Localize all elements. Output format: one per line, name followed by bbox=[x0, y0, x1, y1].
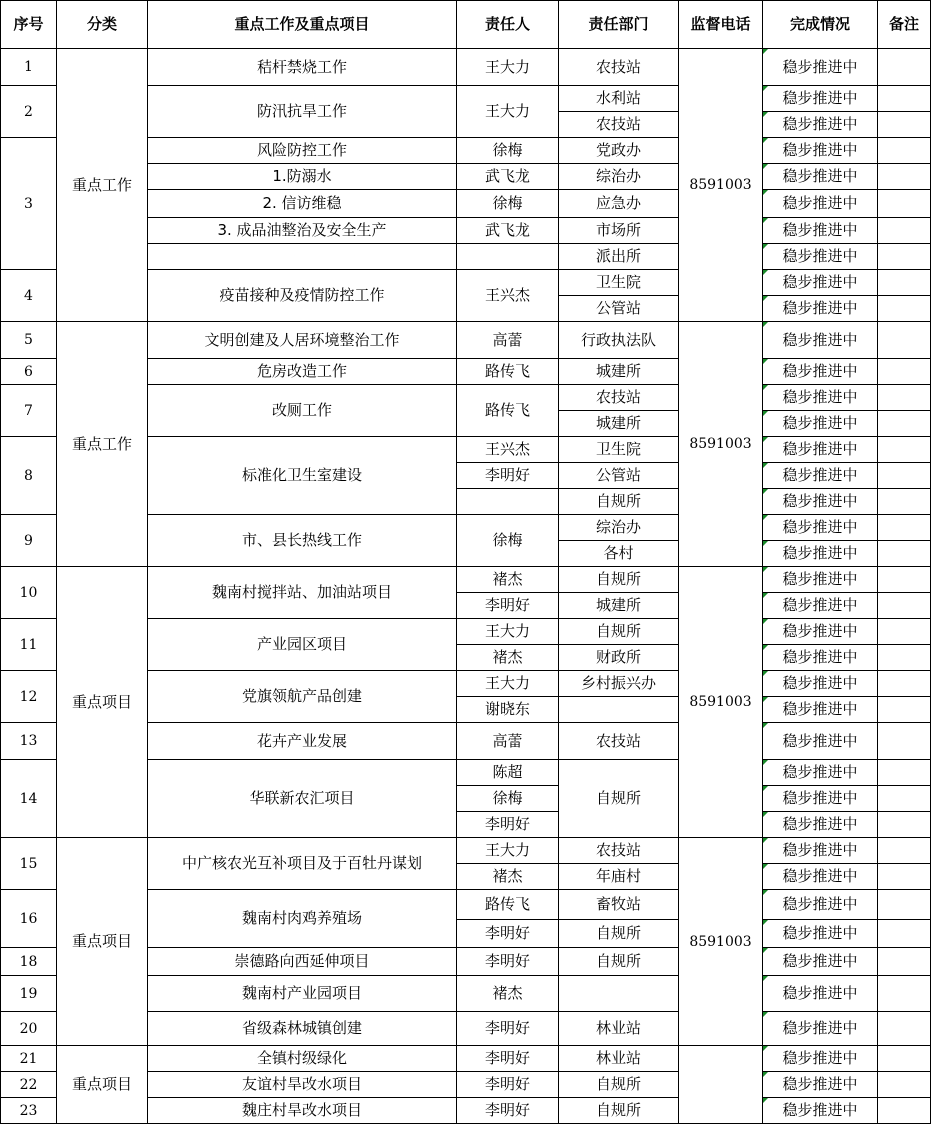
remarks-cell bbox=[878, 138, 931, 164]
remarks-cell bbox=[878, 812, 931, 838]
responsible-person: 王大力 bbox=[457, 671, 559, 697]
category-cell: 重点项目 bbox=[57, 838, 148, 1046]
responsible-person: 高蕾 bbox=[457, 322, 559, 359]
completion-status: 稳步推进中 bbox=[763, 619, 878, 645]
item-number: 21 bbox=[1, 1046, 57, 1072]
responsible-person: 王兴杰 bbox=[457, 270, 559, 322]
completion-status: 稳步推进中 bbox=[763, 812, 878, 838]
header-cell: 监督电话 bbox=[679, 1, 763, 49]
responsible-department: 综治办 bbox=[559, 515, 679, 541]
responsible-person: 徐梅 bbox=[457, 138, 559, 164]
responsible-department: 综治办 bbox=[559, 164, 679, 190]
item-name: 防汛抗旱工作 bbox=[148, 86, 457, 138]
remarks-cell bbox=[878, 1098, 931, 1124]
responsible-department: 卫生院 bbox=[559, 270, 679, 296]
responsible-department: 自规所 bbox=[559, 760, 679, 838]
responsible-person: 王大力 bbox=[457, 838, 559, 864]
responsible-person: 褚杰 bbox=[457, 976, 559, 1012]
responsible-person: 谢晓东 bbox=[457, 697, 559, 723]
category-cell: 重点项目 bbox=[57, 1046, 148, 1124]
item-number: 7 bbox=[1, 385, 57, 437]
responsible-person: 武飞龙 bbox=[457, 218, 559, 244]
item-name: 友谊村旱改水项目 bbox=[148, 1072, 457, 1098]
remarks-cell bbox=[878, 948, 931, 976]
responsible-department: 城建所 bbox=[559, 593, 679, 619]
completion-status: 稳步推进中 bbox=[763, 1046, 878, 1072]
item-name: 风险防控工作 bbox=[148, 138, 457, 164]
responsible-person: 王大力 bbox=[457, 619, 559, 645]
completion-status: 稳步推进中 bbox=[763, 1098, 878, 1124]
remarks-cell bbox=[878, 645, 931, 671]
item-number: 20 bbox=[1, 1012, 57, 1046]
responsible-department: 派出所 bbox=[559, 244, 679, 270]
responsible-department: 自规所 bbox=[559, 1098, 679, 1124]
remarks-cell bbox=[878, 920, 931, 948]
item-number: 5 bbox=[1, 322, 57, 359]
responsible-person bbox=[457, 244, 559, 270]
item-number: 22 bbox=[1, 1072, 57, 1098]
responsible-department: 城建所 bbox=[559, 411, 679, 437]
remarks-cell bbox=[878, 218, 931, 244]
remarks-cell bbox=[878, 1012, 931, 1046]
header-cell: 责任人 bbox=[457, 1, 559, 49]
completion-status: 稳步推进中 bbox=[763, 593, 878, 619]
completion-status: 稳步推进中 bbox=[763, 138, 878, 164]
responsible-department: 自规所 bbox=[559, 1072, 679, 1098]
remarks-cell bbox=[878, 437, 931, 463]
remarks-cell bbox=[878, 976, 931, 1012]
responsible-department: 行政执法队 bbox=[559, 322, 679, 359]
completion-status: 稳步推进中 bbox=[763, 49, 878, 86]
responsible-person bbox=[457, 489, 559, 515]
responsible-department: 农技站 bbox=[559, 112, 679, 138]
header-cell: 备注 bbox=[878, 1, 931, 49]
item-number: 6 bbox=[1, 359, 57, 385]
responsible-person: 徐梅 bbox=[457, 515, 559, 567]
responsible-person: 李明好 bbox=[457, 1046, 559, 1072]
responsible-department: 财政所 bbox=[559, 645, 679, 671]
completion-status: 稳步推进中 bbox=[763, 697, 878, 723]
item-name: 中广核农光互补项目及于百牡丹谋划 bbox=[148, 838, 457, 890]
remarks-cell bbox=[878, 86, 931, 112]
category-cell: 重点项目 bbox=[57, 567, 148, 838]
responsible-person: 路传飞 bbox=[457, 385, 559, 437]
responsible-department: 自规所 bbox=[559, 489, 679, 515]
remarks-cell bbox=[878, 515, 931, 541]
completion-status: 稳步推进中 bbox=[763, 1072, 878, 1098]
completion-status: 稳步推进中 bbox=[763, 948, 878, 976]
completion-status: 稳步推进中 bbox=[763, 218, 878, 244]
item-number: 23 bbox=[1, 1098, 57, 1124]
item-name: 改厕工作 bbox=[148, 385, 457, 437]
item-name bbox=[148, 244, 457, 270]
table-row bbox=[1, 1046, 931, 1072]
responsible-department: 畜牧站 bbox=[559, 890, 679, 920]
remarks-cell bbox=[878, 786, 931, 812]
completion-status: 稳步推进中 bbox=[763, 567, 878, 593]
item-number: 16 bbox=[1, 890, 57, 948]
completion-status: 稳步推进中 bbox=[763, 463, 878, 489]
item-name: 疫苗接种及疫情防控工作 bbox=[148, 270, 457, 322]
completion-status: 稳步推进中 bbox=[763, 385, 878, 411]
remarks-cell bbox=[878, 760, 931, 786]
item-name: 全镇村级绿化 bbox=[148, 1046, 457, 1072]
item-number: 10 bbox=[1, 567, 57, 619]
remarks-cell bbox=[878, 244, 931, 270]
header-cell: 序号 bbox=[1, 1, 57, 49]
item-number: 18 bbox=[1, 948, 57, 976]
item-name: 魏庄村旱改水项目 bbox=[148, 1098, 457, 1124]
responsible-person: 徐梅 bbox=[457, 190, 559, 218]
completion-status: 稳步推进中 bbox=[763, 190, 878, 218]
remarks-cell bbox=[878, 671, 931, 697]
remarks-cell bbox=[878, 49, 931, 86]
remarks-cell bbox=[878, 112, 931, 138]
table-row bbox=[1, 49, 931, 86]
item-name: 魏南村产业园项目 bbox=[148, 976, 457, 1012]
completion-status: 稳步推进中 bbox=[763, 920, 878, 948]
remarks-cell bbox=[878, 411, 931, 437]
header-cell: 完成情况 bbox=[763, 1, 878, 49]
header-cell: 分类 bbox=[57, 1, 148, 49]
responsible-department: 自规所 bbox=[559, 567, 679, 593]
item-name: 2. 信访维稳 bbox=[148, 190, 457, 218]
responsible-department: 水利站 bbox=[559, 86, 679, 112]
remarks-cell bbox=[878, 541, 931, 567]
remarks-cell bbox=[878, 619, 931, 645]
remarks-cell bbox=[878, 697, 931, 723]
responsible-person: 王大力 bbox=[457, 49, 559, 86]
completion-status: 稳步推进中 bbox=[763, 786, 878, 812]
responsible-department: 林业站 bbox=[559, 1012, 679, 1046]
item-name: 3. 成品油整治及安全生产 bbox=[148, 218, 457, 244]
responsible-department: 农技站 bbox=[559, 49, 679, 86]
completion-status: 稳步推进中 bbox=[763, 838, 878, 864]
remarks-cell bbox=[878, 359, 931, 385]
item-name: 花卉产业发展 bbox=[148, 723, 457, 760]
responsible-department: 公管站 bbox=[559, 463, 679, 489]
item-number: 9 bbox=[1, 515, 57, 567]
supervision-phone bbox=[679, 1046, 763, 1124]
completion-status: 稳步推进中 bbox=[763, 112, 878, 138]
remarks-cell bbox=[878, 864, 931, 890]
completion-status: 稳步推进中 bbox=[763, 760, 878, 786]
responsible-department: 城建所 bbox=[559, 359, 679, 385]
item-number: 13 bbox=[1, 723, 57, 760]
category-cell: 重点工作 bbox=[57, 322, 148, 567]
remarks-cell bbox=[878, 838, 931, 864]
completion-status: 稳步推进中 bbox=[763, 976, 878, 1012]
completion-status: 稳步推进中 bbox=[763, 411, 878, 437]
responsible-person: 徐梅 bbox=[457, 786, 559, 812]
completion-status: 稳步推进中 bbox=[763, 541, 878, 567]
remarks-cell bbox=[878, 296, 931, 322]
responsible-person: 褚杰 bbox=[457, 864, 559, 890]
table-body bbox=[1, 49, 931, 1124]
responsible-department: 自规所 bbox=[559, 619, 679, 645]
remarks-cell bbox=[878, 270, 931, 296]
item-name: 华联新农汇项目 bbox=[148, 760, 457, 838]
responsible-person: 李明好 bbox=[457, 593, 559, 619]
item-name: 1.防溺水 bbox=[148, 164, 457, 190]
responsible-person: 李明好 bbox=[457, 463, 559, 489]
category-cell: 重点工作 bbox=[57, 49, 148, 322]
supervision-phone: 8591003 bbox=[679, 49, 763, 322]
remarks-cell bbox=[878, 1072, 931, 1098]
completion-status: 稳步推进中 bbox=[763, 270, 878, 296]
item-name: 省级森林城镇创建 bbox=[148, 1012, 457, 1046]
completion-status: 稳步推进中 bbox=[763, 645, 878, 671]
header-cell: 重点工作及重点项目 bbox=[148, 1, 457, 49]
completion-status: 稳步推进中 bbox=[763, 489, 878, 515]
responsible-person: 褚杰 bbox=[457, 645, 559, 671]
completion-status: 稳步推进中 bbox=[763, 86, 878, 112]
item-name: 产业园区项目 bbox=[148, 619, 457, 671]
responsible-department bbox=[559, 976, 679, 1012]
item-name: 党旗领航产品创建 bbox=[148, 671, 457, 723]
header-cell: 责任部门 bbox=[559, 1, 679, 49]
item-name: 标准化卫生室建设 bbox=[148, 437, 457, 515]
responsible-department: 卫生院 bbox=[559, 437, 679, 463]
item-number: 8 bbox=[1, 437, 57, 515]
responsible-department: 自规所 bbox=[559, 948, 679, 976]
completion-status: 稳步推进中 bbox=[763, 890, 878, 920]
remarks-cell bbox=[878, 164, 931, 190]
responsible-person: 路传飞 bbox=[457, 890, 559, 920]
responsible-person: 王大力 bbox=[457, 86, 559, 138]
item-number: 1 bbox=[1, 49, 57, 86]
responsible-department: 自规所 bbox=[559, 920, 679, 948]
completion-status: 稳步推进中 bbox=[763, 322, 878, 359]
remarks-cell bbox=[878, 463, 931, 489]
completion-status: 稳步推进中 bbox=[763, 296, 878, 322]
responsible-person: 路传飞 bbox=[457, 359, 559, 385]
item-number: 2 bbox=[1, 86, 57, 138]
item-number: 3 bbox=[1, 138, 57, 270]
table-row bbox=[1, 567, 931, 593]
remarks-cell bbox=[878, 322, 931, 359]
item-number: 12 bbox=[1, 671, 57, 723]
completion-status: 稳步推进中 bbox=[763, 1012, 878, 1046]
responsible-person: 李明好 bbox=[457, 1072, 559, 1098]
responsible-person: 王兴杰 bbox=[457, 437, 559, 463]
item-name: 文明创建及人居环境整治工作 bbox=[148, 322, 457, 359]
item-name: 魏南村搅拌站、加油站项目 bbox=[148, 567, 457, 619]
completion-status: 稳步推进中 bbox=[763, 515, 878, 541]
responsible-person: 李明好 bbox=[457, 948, 559, 976]
supervision-phone: 8591003 bbox=[679, 567, 763, 838]
remarks-cell bbox=[878, 567, 931, 593]
item-number: 15 bbox=[1, 838, 57, 890]
completion-status: 稳步推进中 bbox=[763, 244, 878, 270]
responsible-person: 李明好 bbox=[457, 1098, 559, 1124]
remarks-cell bbox=[878, 723, 931, 760]
remarks-cell bbox=[878, 489, 931, 515]
supervision-phone: 8591003 bbox=[679, 322, 763, 567]
remarks-cell bbox=[878, 1046, 931, 1072]
remarks-cell bbox=[878, 385, 931, 411]
responsible-department: 农技站 bbox=[559, 838, 679, 864]
completion-status: 稳步推进中 bbox=[763, 723, 878, 760]
responsible-person: 武飞龙 bbox=[457, 164, 559, 190]
responsible-department: 农技站 bbox=[559, 385, 679, 411]
responsible-department: 公管站 bbox=[559, 296, 679, 322]
completion-status: 稳步推进中 bbox=[763, 359, 878, 385]
item-number: 11 bbox=[1, 619, 57, 671]
item-name: 市、县长热线工作 bbox=[148, 515, 457, 567]
item-number: 4 bbox=[1, 270, 57, 322]
responsible-person: 陈超 bbox=[457, 760, 559, 786]
item-number: 19 bbox=[1, 976, 57, 1012]
responsible-person: 李明好 bbox=[457, 920, 559, 948]
responsible-department: 林业站 bbox=[559, 1046, 679, 1072]
header-row bbox=[1, 1, 931, 49]
responsible-person: 高蕾 bbox=[457, 723, 559, 760]
responsible-person: 褚杰 bbox=[457, 567, 559, 593]
responsible-department: 年庙村 bbox=[559, 864, 679, 890]
remarks-cell bbox=[878, 190, 931, 218]
remarks-cell bbox=[878, 890, 931, 920]
responsible-department bbox=[559, 697, 679, 723]
responsible-department: 农技站 bbox=[559, 723, 679, 760]
responsible-department: 乡村振兴办 bbox=[559, 671, 679, 697]
supervision-phone: 8591003 bbox=[679, 838, 763, 1046]
responsible-department: 应急办 bbox=[559, 190, 679, 218]
item-name: 魏南村肉鸡养殖场 bbox=[148, 890, 457, 948]
table-row bbox=[1, 838, 931, 864]
completion-status: 稳步推进中 bbox=[763, 671, 878, 697]
item-name: 危房改造工作 bbox=[148, 359, 457, 385]
responsible-department: 各村 bbox=[559, 541, 679, 567]
responsible-department: 党政办 bbox=[559, 138, 679, 164]
completion-status: 稳步推进中 bbox=[763, 437, 878, 463]
item-name: 秸杆禁烧工作 bbox=[148, 49, 457, 86]
completion-status: 稳步推进中 bbox=[763, 164, 878, 190]
item-name: 崇德路向西延伸项目 bbox=[148, 948, 457, 976]
responsible-person: 李明好 bbox=[457, 812, 559, 838]
responsible-person: 李明好 bbox=[457, 1012, 559, 1046]
remarks-cell bbox=[878, 593, 931, 619]
table-row bbox=[1, 322, 931, 359]
item-number: 14 bbox=[1, 760, 57, 838]
completion-status: 稳步推进中 bbox=[763, 864, 878, 890]
responsible-department: 市场所 bbox=[559, 218, 679, 244]
